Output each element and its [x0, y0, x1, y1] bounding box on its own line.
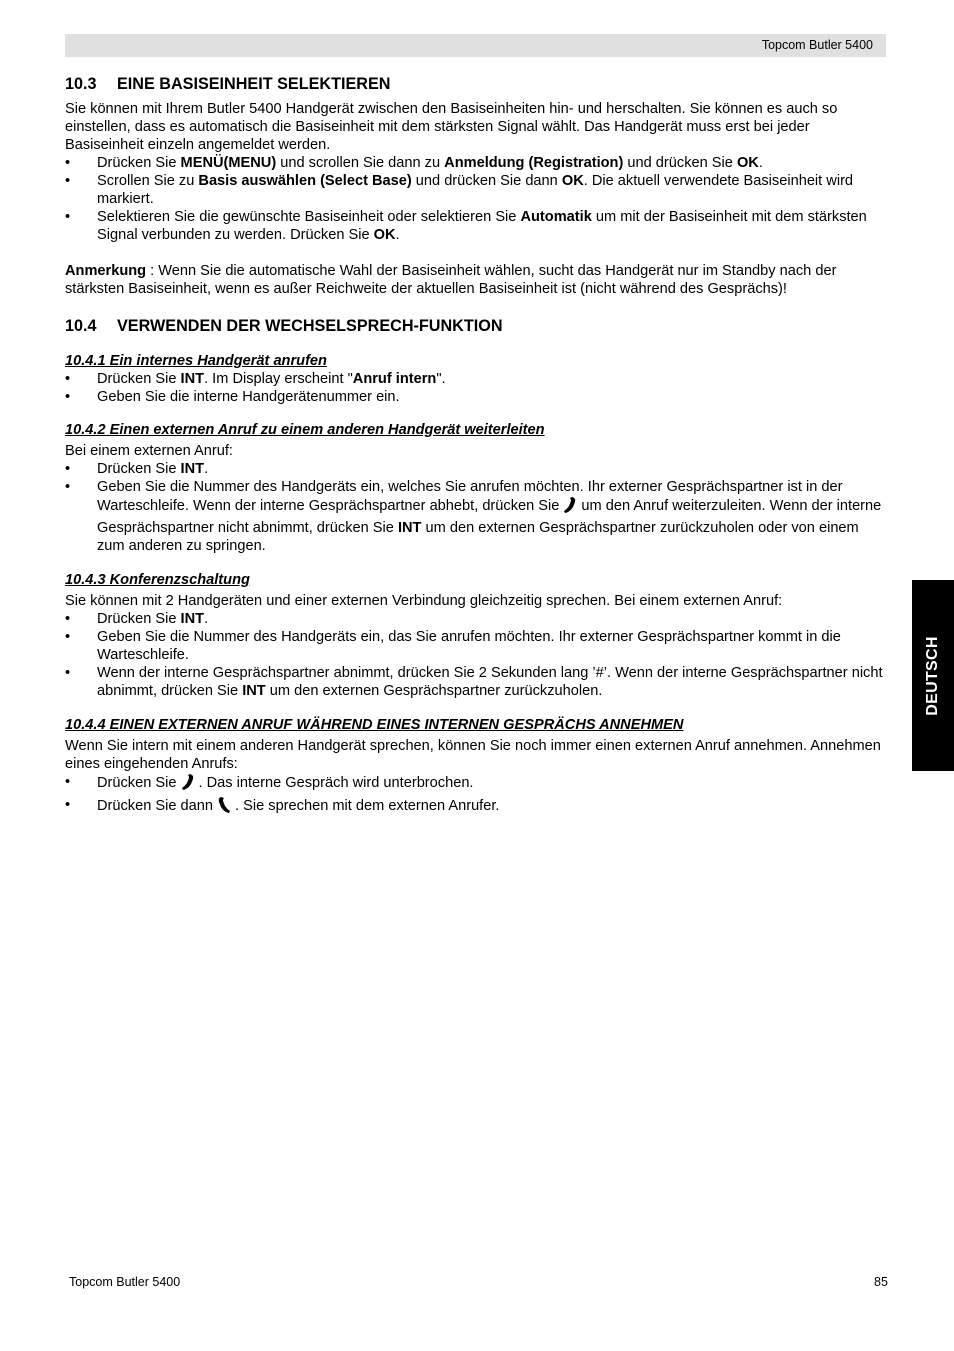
subsection-heading: 10.4.1 Ein internes Handgerät anrufen — [65, 353, 327, 369]
text: und scrollen Sie dann zu — [276, 155, 445, 171]
text: . — [204, 611, 209, 627]
note-label: Anmerkung — [65, 263, 147, 279]
int-key: INT — [180, 611, 205, 627]
note — [65, 262, 887, 298]
display-text: Anruf intern — [352, 371, 437, 387]
text: . Im Display erscheint " — [204, 371, 353, 387]
note-text: : Wenn Sie die automatische Wahl der Basiseinheit wählen, sucht das Handgerät nur im Standby nach der stärksten Basiseinheit, wenn es außer Reichweite der aktuellen Basiseinheit ist (nicht während des Gesprächs)! — [65, 263, 837, 297]
ok-key: OK — [736, 155, 759, 171]
page-content — [65, 74, 887, 819]
list-item — [65, 796, 887, 819]
text: . Die aktuell verwendete Basiseinheit wird markiert. — [97, 173, 854, 207]
text: um den Anruf weiterzuleiten. Wenn der interne Gesprächspartner nicht abnimmt, drücken Sie — [97, 498, 882, 536]
language-tab-label: DEUTSCH — [924, 635, 941, 716]
section-heading-10-3 — [65, 74, 887, 94]
text: Wenn der interne Gesprächspartner abnimmt, drücken Sie 2 Sekunden lang ’#’. Wenn der interne Gesprächspartner nicht abnimmt, drücken Sie — [97, 665, 883, 699]
text: Geben Sie die interne Handgerätenummer ein. — [97, 389, 400, 405]
list-item — [65, 172, 887, 208]
section-number: 10.4 — [65, 317, 97, 335]
page-number: 85 — [874, 1275, 888, 1289]
menu-item: Basis auswählen (Select Base) — [198, 173, 412, 189]
text: um den externen Gesprächspartner zurückzuholen. — [265, 683, 603, 699]
text: um den externen Gesprächspartner zurückzuholen oder von einem zum anderen zu springen. — [97, 520, 859, 554]
menu-item: Automatik — [520, 209, 592, 225]
list-item — [65, 460, 887, 478]
text: Geben Sie die Nummer des Handgeräts ein, welches Sie anrufen möchten. Ihr externer Gesprächspartner ist in der Warteschleife. Wenn der interne Gesprächspartner abhebt, drücken Sie — [97, 479, 843, 514]
bullet-list — [65, 610, 887, 700]
list-item — [65, 478, 887, 555]
text: und drücken Sie — [623, 155, 737, 171]
menu-item: Anmeldung (Registration) — [444, 155, 624, 171]
text: Drücken Sie — [97, 461, 181, 477]
section-title: VERWENDEN DER WECHSELSPRECH-FUNKTION — [117, 317, 503, 335]
list-item — [65, 773, 887, 796]
bullet-list — [65, 154, 887, 244]
subsection-intro: Bei einem externen Anruf: — [65, 443, 233, 459]
bullet-list — [65, 370, 887, 406]
section-title: EINE BASISEINHEIT SELEKTIEREN — [117, 75, 391, 93]
header-title: Topcom Butler 5400 — [761, 38, 873, 52]
page-header — [65, 34, 886, 57]
list-item — [65, 628, 887, 664]
int-key: INT — [180, 371, 205, 387]
text: und drücken Sie dann — [411, 173, 562, 189]
footer-title: Topcom Butler 5400 — [69, 1275, 181, 1289]
list-item — [65, 154, 887, 172]
menu-key: MENÜ(MENU) — [180, 155, 277, 171]
text: ". — [436, 371, 446, 387]
phone-talk-icon — [217, 796, 231, 819]
list-item — [65, 208, 887, 244]
text: Scrollen Sie zu — [97, 173, 199, 189]
bullet-list — [65, 773, 887, 819]
int-key: INT — [242, 683, 266, 699]
language-tab — [912, 580, 954, 771]
text: . — [204, 461, 209, 477]
section-number: 10.3 — [65, 75, 97, 93]
list-item — [65, 610, 887, 628]
subsection-heading: 10.4.2 Einen externen Anruf zu einem anderen Handgerät weiterleiten — [65, 422, 545, 438]
text: Drücken Sie — [97, 155, 181, 171]
list-item — [65, 388, 887, 406]
text: um mit der Basiseinheit mit dem stärksten Signal verbunden zu werden. Drücken Sie — [97, 209, 867, 243]
section-heading-10-4 — [65, 316, 887, 336]
phone-hangup-icon — [563, 496, 577, 519]
int-key: INT — [180, 461, 205, 477]
int-key: INT — [397, 520, 422, 536]
text: . Das interne Gespräch wird unterbrochen. — [198, 775, 474, 791]
text: Drücken Sie dann — [97, 798, 214, 814]
text: Geben Sie die Nummer des Handgeräts ein, das Sie anrufen möchten. Ihr externer Gesprächspartner kommt in die Warteschleife. — [97, 629, 841, 663]
text: Drücken Sie — [97, 611, 181, 627]
list-item — [65, 664, 887, 700]
subsection-heading: 10.4.3 Konferenzschaltung — [65, 572, 250, 588]
text: . — [395, 227, 400, 243]
text: . — [758, 155, 763, 171]
text: Drücken Sie — [97, 775, 177, 791]
ok-key: OK — [373, 227, 396, 243]
subsection-intro: Wenn Sie intern mit einem anderen Handgerät sprechen, können Sie noch immer einen externen Anruf annehmen. Annehmen eines eingehenden Anrufs: — [65, 738, 881, 772]
section-intro: Sie können mit Ihrem Butler 5400 Handgerät zwischen den Basiseinheiten hin- und herschalten. Sie können es auch so einstellen, dass es automatisch die Basiseinheit mit dem stärksten Signal wählt. Das Handgerät muss erst bei jeder Basiseinheit einzeln angemeldet werden. — [65, 101, 838, 153]
ok-key: OK — [561, 173, 584, 189]
list-item — [65, 370, 887, 388]
phone-hangup-icon — [181, 773, 195, 796]
subsection-intro: Sie können mit 2 Handgeräten und einer externen Verbindung gleichzeitig sprechen. Bei einem externen Anruf: — [65, 593, 783, 609]
text: Selektieren Sie die gewünschte Basiseinheit oder selektieren Sie — [97, 209, 521, 225]
text: . Sie sprechen mit dem externen Anrufer. — [235, 798, 500, 814]
text: Drücken Sie — [97, 371, 181, 387]
bullet-list — [65, 460, 887, 555]
subsection-heading: 10.4.4 EINEN EXTERNEN ANRUF WÄHREND EINES INTERNEN GESPRÄCHS ANNEHMEN — [65, 717, 684, 733]
